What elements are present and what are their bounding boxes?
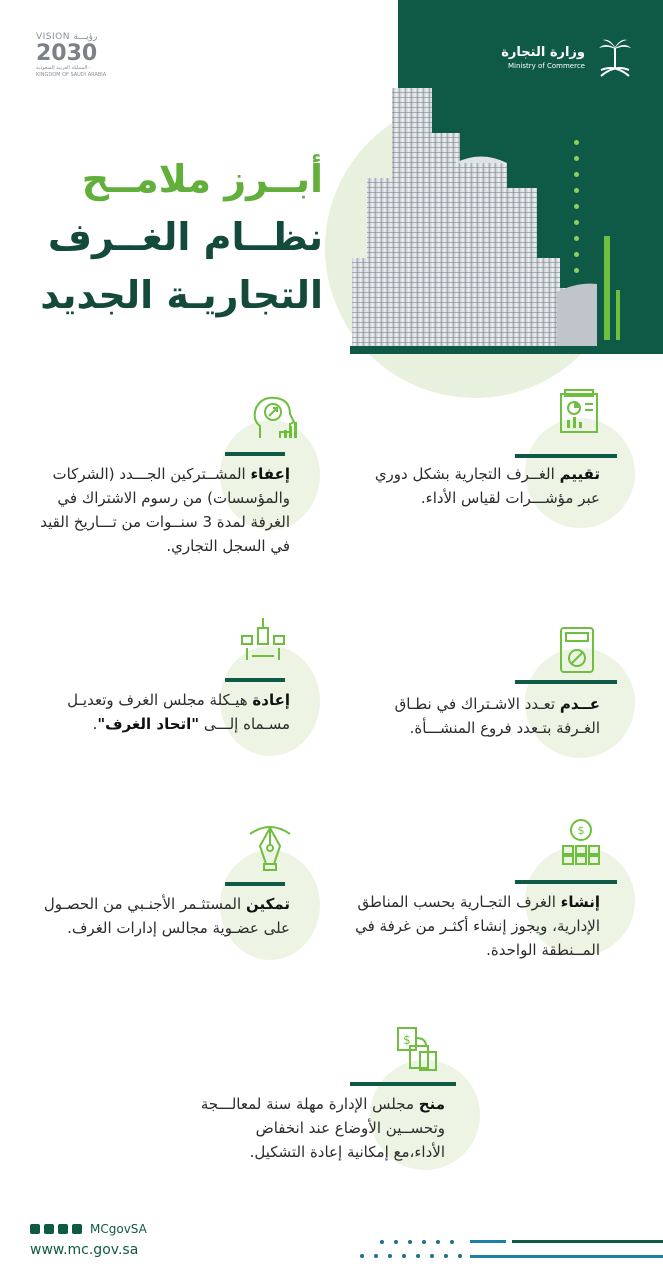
feature-foreign-investor [40, 820, 320, 990]
feature-divider [225, 882, 285, 886]
feature-text [355, 692, 600, 740]
footer-dots-bottom [360, 1254, 462, 1259]
feature-divider [350, 1082, 456, 1086]
feature-description: تعـدد الاشـتراك في نطـاق الغـرفة بتـعدد فروع المنشـــأة. [394, 695, 600, 737]
feature-text [355, 462, 600, 510]
decor-dot [574, 268, 579, 273]
decor-dot [574, 188, 579, 193]
feature-establishment [355, 818, 635, 1008]
ministry-name-ar: وزارة التجارة [501, 45, 585, 60]
svg-text:$: $ [577, 824, 585, 837]
feature-divider [515, 454, 617, 458]
feature-keyword: عــدم [559, 695, 600, 713]
org-structure-icon [240, 616, 288, 664]
social-handle[interactable]: MCgovSA [90, 1222, 147, 1236]
vision-label: VISION [36, 32, 70, 42]
feature-keyword: تمكين [245, 895, 290, 913]
decor-dot [574, 140, 579, 145]
chart-board-icon [555, 388, 603, 436]
feature-description: الغرف التجـارية بحسب المناطق الإدارية، ويجوز إنشاء أكثـر من غرفة في المــنطقة الواحدة. [355, 893, 600, 959]
pen-nib-icon [246, 824, 294, 872]
feature-divider [515, 880, 617, 884]
decor-dot [574, 236, 579, 241]
feature-text [200, 1092, 445, 1164]
page-title [13, 150, 323, 324]
title-line-1: أبــرز ملامــح [81, 157, 323, 201]
vision-year: 2030 [36, 41, 98, 66]
footer-line-blue-2 [470, 1255, 663, 1258]
feature-grace-period [200, 1020, 480, 1200]
ministry-logo [501, 36, 635, 80]
footer-line-blue [470, 1240, 506, 1243]
title-line-2: نظــام الغــرف [47, 215, 323, 259]
feature-keyword: منح [418, 1095, 445, 1113]
feature-description: المشــتركين الجـــدد (الشركات والمؤسسات) من رسوم الاشتراك في الغرفة لمدة 3 سنــوات من تـــاريخ القيد في السجل التجاري. [40, 465, 290, 555]
youtube-icon[interactable] [72, 1224, 82, 1234]
decor-dot [574, 172, 579, 177]
feature-description: هيـكلة مجلس الغرف وتعديـل مسـماه إلـــى [67, 691, 290, 733]
decor-dot [574, 252, 579, 257]
dollar-documents-icon [394, 1024, 442, 1072]
footer-dots-top [380, 1240, 454, 1245]
feature-divider [515, 680, 617, 684]
vision-2030-logo [36, 32, 114, 79]
feature-divider [225, 678, 285, 682]
social-links [30, 1222, 147, 1236]
feature-text [40, 462, 290, 558]
feature-single-subscription [355, 622, 635, 782]
feature-evaluation [355, 388, 635, 558]
feature-text [40, 688, 290, 736]
money-checklist-icon [557, 818, 605, 866]
feature-description: مجلس الإدارة مهلة سنة لمعالـــجة وتحســين الأوضاع عند انخفاض الأداء،مع إمكانية إعادة التشكيل. [200, 1095, 445, 1161]
header-base-strip [350, 346, 663, 354]
feature-keyword: تقييم [559, 465, 600, 483]
calculator-no-icon [553, 626, 601, 674]
feature-description: المستثـمر الأجنـبي من الحصـول على عضـوية مجالس إدارات الغرف. [43, 895, 290, 937]
website-url[interactable]: www.mc.gov.sa [30, 1242, 139, 1258]
feature-keyword: إعادة [252, 691, 290, 709]
instagram-icon[interactable] [58, 1224, 68, 1234]
facebook-icon[interactable] [44, 1224, 54, 1234]
twitter-icon[interactable] [30, 1224, 40, 1234]
feature-restructure [40, 616, 320, 776]
svg-text:$: $ [403, 1033, 411, 1047]
feature-keyword: إنشاء [560, 893, 600, 911]
vision-label-ar: رؤيـــة [73, 32, 98, 42]
skyline-illustration [352, 78, 597, 350]
feature-divider [225, 452, 285, 456]
feature-description: الغــرف التجارية بشكل دوري عبر مؤشـــرات لقياس الأداء. [374, 465, 600, 507]
footer-line-green [512, 1240, 663, 1243]
feature-keyword: إعفاء [250, 465, 290, 483]
feature-text [355, 890, 600, 962]
feature-text [40, 892, 290, 940]
green-accent-bar-thin [616, 290, 620, 340]
palm-swords-emblem-icon [595, 36, 635, 80]
vision-subtitle: المملكة العربية السعودية · KINGDOM OF SAUDI ARABIA [36, 65, 107, 78]
head-growth-icon [250, 394, 298, 442]
title-line-3: التجاريـة الجديد [40, 273, 323, 317]
footer-contact [30, 1222, 147, 1258]
feature-exemption [40, 390, 320, 610]
decor-dot [574, 220, 579, 225]
feature-keyword-2: "اتحاد الغرف" [97, 715, 200, 733]
feature-description-2: . [92, 715, 98, 733]
ministry-name-en: Ministry of Commerce [508, 62, 585, 70]
green-accent-bar [604, 236, 610, 340]
decor-dot [574, 156, 579, 161]
decor-dot [574, 204, 579, 209]
